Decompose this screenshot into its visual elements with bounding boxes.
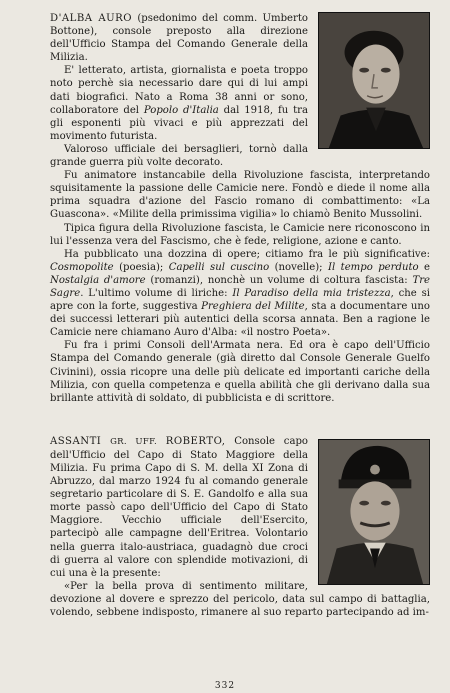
page-number: 332 [214,680,236,691]
work-title-2: Capelli sul cuscino [168,261,270,273]
bio1-p2-newspaper: Popolo d'Italia [143,104,219,116]
p6-text-g: , che si apre con la forte, suggestiva [50,287,430,313]
portrait-photo-auro-d-alba [318,12,430,149]
bio1-p2-rest: dal 1918, fu tra gli esponenti più vivaci e più apprezzati del movimento futurista. [50,104,308,142]
biography-auro-d-alba [50,12,430,405]
bio1-paragraph-5: Tipica figura della Rivoluzione fascista, le Camicie nere riconoscono in lui l'essenza vera del Fascismo, che è fede, religione, azione e canto. [50,222,430,247]
portrait-image-military [319,440,429,584]
work-title-6: Il Paradiso della mia tristezza [232,287,391,299]
bio2-rank: GR. UFF. [110,436,157,447]
portrait-image [319,13,429,148]
bio2-firstname: ROBERTO, [165,435,226,447]
work-title-4: Nostalgia d'amore [50,274,146,286]
p6-text-e: (romanzi), nonchè un volume di coltura fascista: [145,274,413,286]
bio1-p2-text: E' letterato, artista, giornalista e poeta troppo noto perchè sia necessario dare qui di lui ampi dati biografici. Nato a Roma 38 anni or sono, collaboratore del [50,65,308,116]
p6-text-h: , sta a documentare uno dei successi letterari più autentici della scorsa annata. Ben a ragione le Camicie nere chiamano Auro d'Alba: «il nostro Poeta». [50,301,430,339]
p6-text-a: Ha pubblicato una dozzina di opere; citiamo fra le più significative: [64,248,430,260]
biography-roberto-assanti [50,435,430,619]
work-title-1: Cosmopolite [50,261,114,273]
section-spacer [50,405,430,435]
bio1-name: D'ALBA AURO [50,13,133,24]
p6-text-c: (novelle); [269,261,328,273]
bio2-intro-text: Console capo dell'Ufficio del Capo di Stato Maggiore della Milizia. Fu prima Capo di S. M. della XI Zona di Abruzzo, dal marzo 1924 fu al comando generale segretario particolare di S. E. Gandolfo e alla sua morte passò capo dell'Ufficio del Capo di Stato Maggiore. Vecchio ufficiale dell'Esercito, partecipò alle campagne dell'Eritrea. Volontario nella guerra italo-austriaca, guadagnò due croci di guerra al valore con splendide motivazioni, di cui una è la presente: [50,435,308,579]
p6-text-f: . L'ultimo volume di liriche: [80,287,233,299]
bio1-paragraph-6 [50,248,430,340]
portrait-photo-roberto-assanti [318,439,430,585]
p6-text-b: (poesia); [113,261,169,273]
work-title-7: Preghiera del Milite [201,301,305,313]
bio1-paragraph-7: Fu fra i primi Consoli dell'Armata nera. Ed ora è capo dell'Ufficio Stampa del Comando generale (già diretto dal Console Generale Guelfo Civinini), ossia ricopre una delle più delicate ed importanti cariche della Milizia, con quella competenza e quella abilità che gli derivano dalla sua brillante attività di soldato, di pubblicista e di scrittore. [50,340,430,404]
work-title-3: Il tempo perduto [328,261,419,273]
bio2-quote: «Per la bella prova di sentimento militare, devozione al dovere e sprezzo del pericolo, data sul campo di battaglia, volendo, sebbene indisposto, rimanere al suo reparto partecipando ad im- [50,580,430,619]
bio2-surname: ASSANTI [50,435,102,447]
bio1-intro-text: (psedonimo del comm. Umberto Bottone), console preposto alla direzione dell'Ufficio Stampa del Comando Generale della Milizia. [50,13,308,64]
bio1-paragraph-3: Valoroso ufficiale dei bersaglieri, tornò dalla grande guerra più volte decorato. [50,143,308,169]
work-title-5: Tre Sagre [50,274,430,299]
p6-text-d: e [418,261,430,273]
bio1-paragraph-4: Fu animatore instancabile della Rivoluzione fascista, interpretando squisitamente la passione delle Camicie nere. Fondò e diede il nome alla prima squadra d'azione del Fascio romano di combattimento: «La Guascona». «Milite della primissima vigilia» lo chiamò Benito Mussolini. [50,170,430,221]
